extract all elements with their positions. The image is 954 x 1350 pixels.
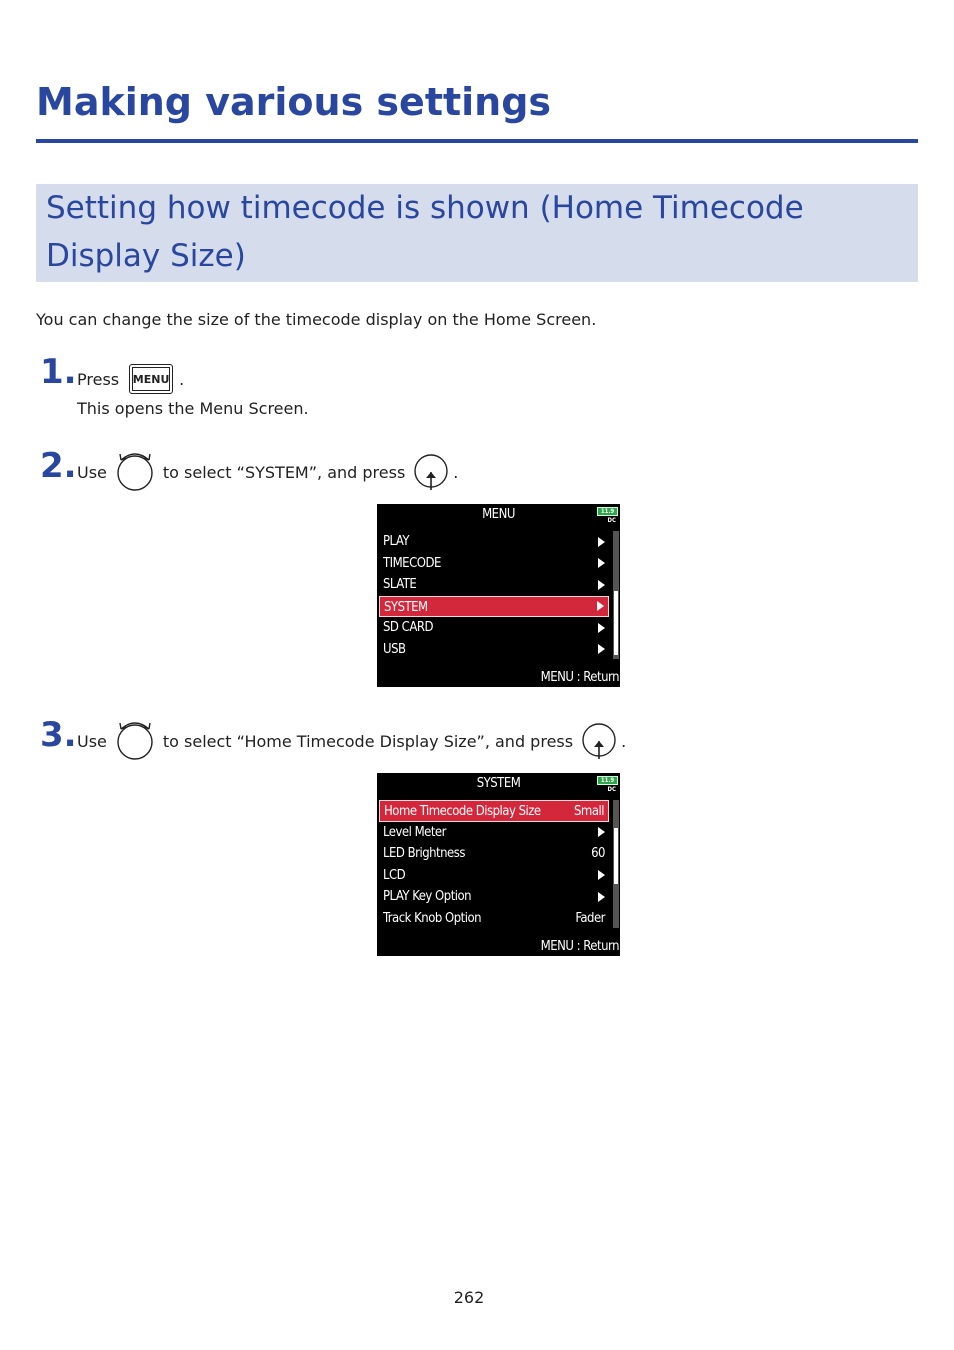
- battery-icon: [596, 507, 618, 524]
- screen-menu-item-value: 60: [591, 846, 605, 861]
- step-2-number: 2.: [40, 446, 77, 486]
- screen-menu-list: [379, 800, 609, 929]
- page-number: 262: [453, 1288, 485, 1307]
- screen-menu-item[interactable]: [379, 596, 609, 618]
- step-3-period: .: [621, 731, 627, 751]
- screen-menu-item-value: Fader: [575, 910, 605, 926]
- menu-screen: [377, 504, 620, 687]
- scrollbar-thumb: [614, 591, 618, 655]
- screen-menu-item[interactable]: [379, 865, 609, 887]
- screen-menu-item-label: TIMECODE: [383, 555, 441, 571]
- step-2-period: .: [453, 462, 459, 482]
- step-1-number: 1.: [40, 352, 77, 392]
- screen-menu-item[interactable]: [379, 639, 609, 661]
- title-rule: [36, 139, 918, 143]
- dial-rotate-icon: [115, 717, 155, 765]
- battery-level: 11.9: [597, 507, 618, 516]
- power-source: DC: [607, 786, 616, 793]
- submenu-arrow-icon: [598, 892, 605, 902]
- screen-menu-item-label: LED Brightness: [383, 846, 465, 861]
- screen-menu-item-label: LCD: [383, 867, 406, 883]
- screen-footer: MENU : Return: [540, 670, 619, 685]
- section-header: [36, 184, 918, 282]
- scrollbar-thumb: [614, 828, 618, 884]
- screen-menu-item-label: SYSTEM: [384, 599, 428, 615]
- step-2-text-use: Use: [77, 462, 107, 482]
- section-title: Setting how timecode is shown (Home Timecode Display Size): [46, 190, 804, 274]
- system-screen: [377, 773, 620, 956]
- screen-menu-list: [379, 531, 609, 660]
- screen-menu-item[interactable]: [379, 822, 609, 844]
- dial-rotate-icon: [115, 448, 155, 496]
- dial-press-icon: [581, 719, 617, 763]
- screen-menu-item-value: Small: [574, 804, 604, 819]
- battery-icon: [596, 776, 618, 793]
- step-1-period: .: [179, 369, 185, 389]
- screen-menu-item[interactable]: [379, 908, 609, 930]
- screen-footer: MENU : Return: [540, 939, 619, 954]
- step-1-subtext: This opens the Menu Screen.: [77, 399, 309, 418]
- submenu-arrow-icon: [598, 827, 605, 837]
- screen-menu-item-label: Home Timecode Display Size: [384, 804, 541, 819]
- submenu-arrow-icon: [598, 537, 605, 547]
- scrollbar: [613, 800, 619, 928]
- screen-menu-item[interactable]: [379, 531, 609, 553]
- screen-menu-item[interactable]: [379, 843, 609, 865]
- screen-menu-item-label: SD CARD: [383, 620, 433, 635]
- submenu-arrow-icon: [598, 644, 605, 654]
- screen-menu-item-label: PLAY: [383, 534, 409, 549]
- screen-menu-item[interactable]: [379, 800, 609, 822]
- screen-menu-item-label: PLAY Key Option: [383, 889, 472, 904]
- submenu-arrow-icon: [597, 601, 604, 611]
- menu-key-icon: MENU: [129, 364, 173, 394]
- step-2-line: [77, 450, 458, 494]
- step-3-line: [77, 719, 626, 763]
- page-title: Making various settings: [36, 80, 552, 124]
- step-3-text-use: Use: [77, 731, 107, 751]
- screen-header: SYSTEM: [476, 776, 521, 791]
- step-3-text-select: to select “Home Timecode Display Size”, and press: [162, 731, 574, 751]
- intro-text: You can change the size of the timecode display on the Home Screen.: [36, 310, 597, 329]
- screen-menu-item[interactable]: [379, 886, 609, 908]
- submenu-arrow-icon: [598, 558, 605, 568]
- screen-menu-item[interactable]: [379, 574, 609, 596]
- step-1-text: Press: [77, 369, 120, 389]
- dial-press-icon: [413, 450, 449, 494]
- screen-menu-item[interactable]: [379, 553, 609, 575]
- power-source: DC: [607, 517, 616, 524]
- submenu-arrow-icon: [598, 870, 605, 880]
- submenu-arrow-icon: [598, 623, 605, 633]
- step-3-number: 3.: [40, 715, 77, 755]
- step-2-text-select: to select “SYSTEM”, and press: [162, 462, 406, 482]
- step-1-line: [77, 363, 184, 395]
- screen-menu-item-label: USB: [383, 641, 406, 657]
- submenu-arrow-icon: [598, 580, 605, 590]
- scrollbar: [613, 531, 619, 659]
- screen-menu-item-label: Track Knob Option: [383, 910, 482, 926]
- screen-menu-item-label: Level Meter: [383, 824, 446, 840]
- screen-menu-item[interactable]: [379, 617, 609, 639]
- screen-header: MENU: [482, 507, 515, 522]
- battery-level: 11.9: [597, 776, 618, 785]
- screen-menu-item-label: SLATE: [383, 577, 417, 592]
